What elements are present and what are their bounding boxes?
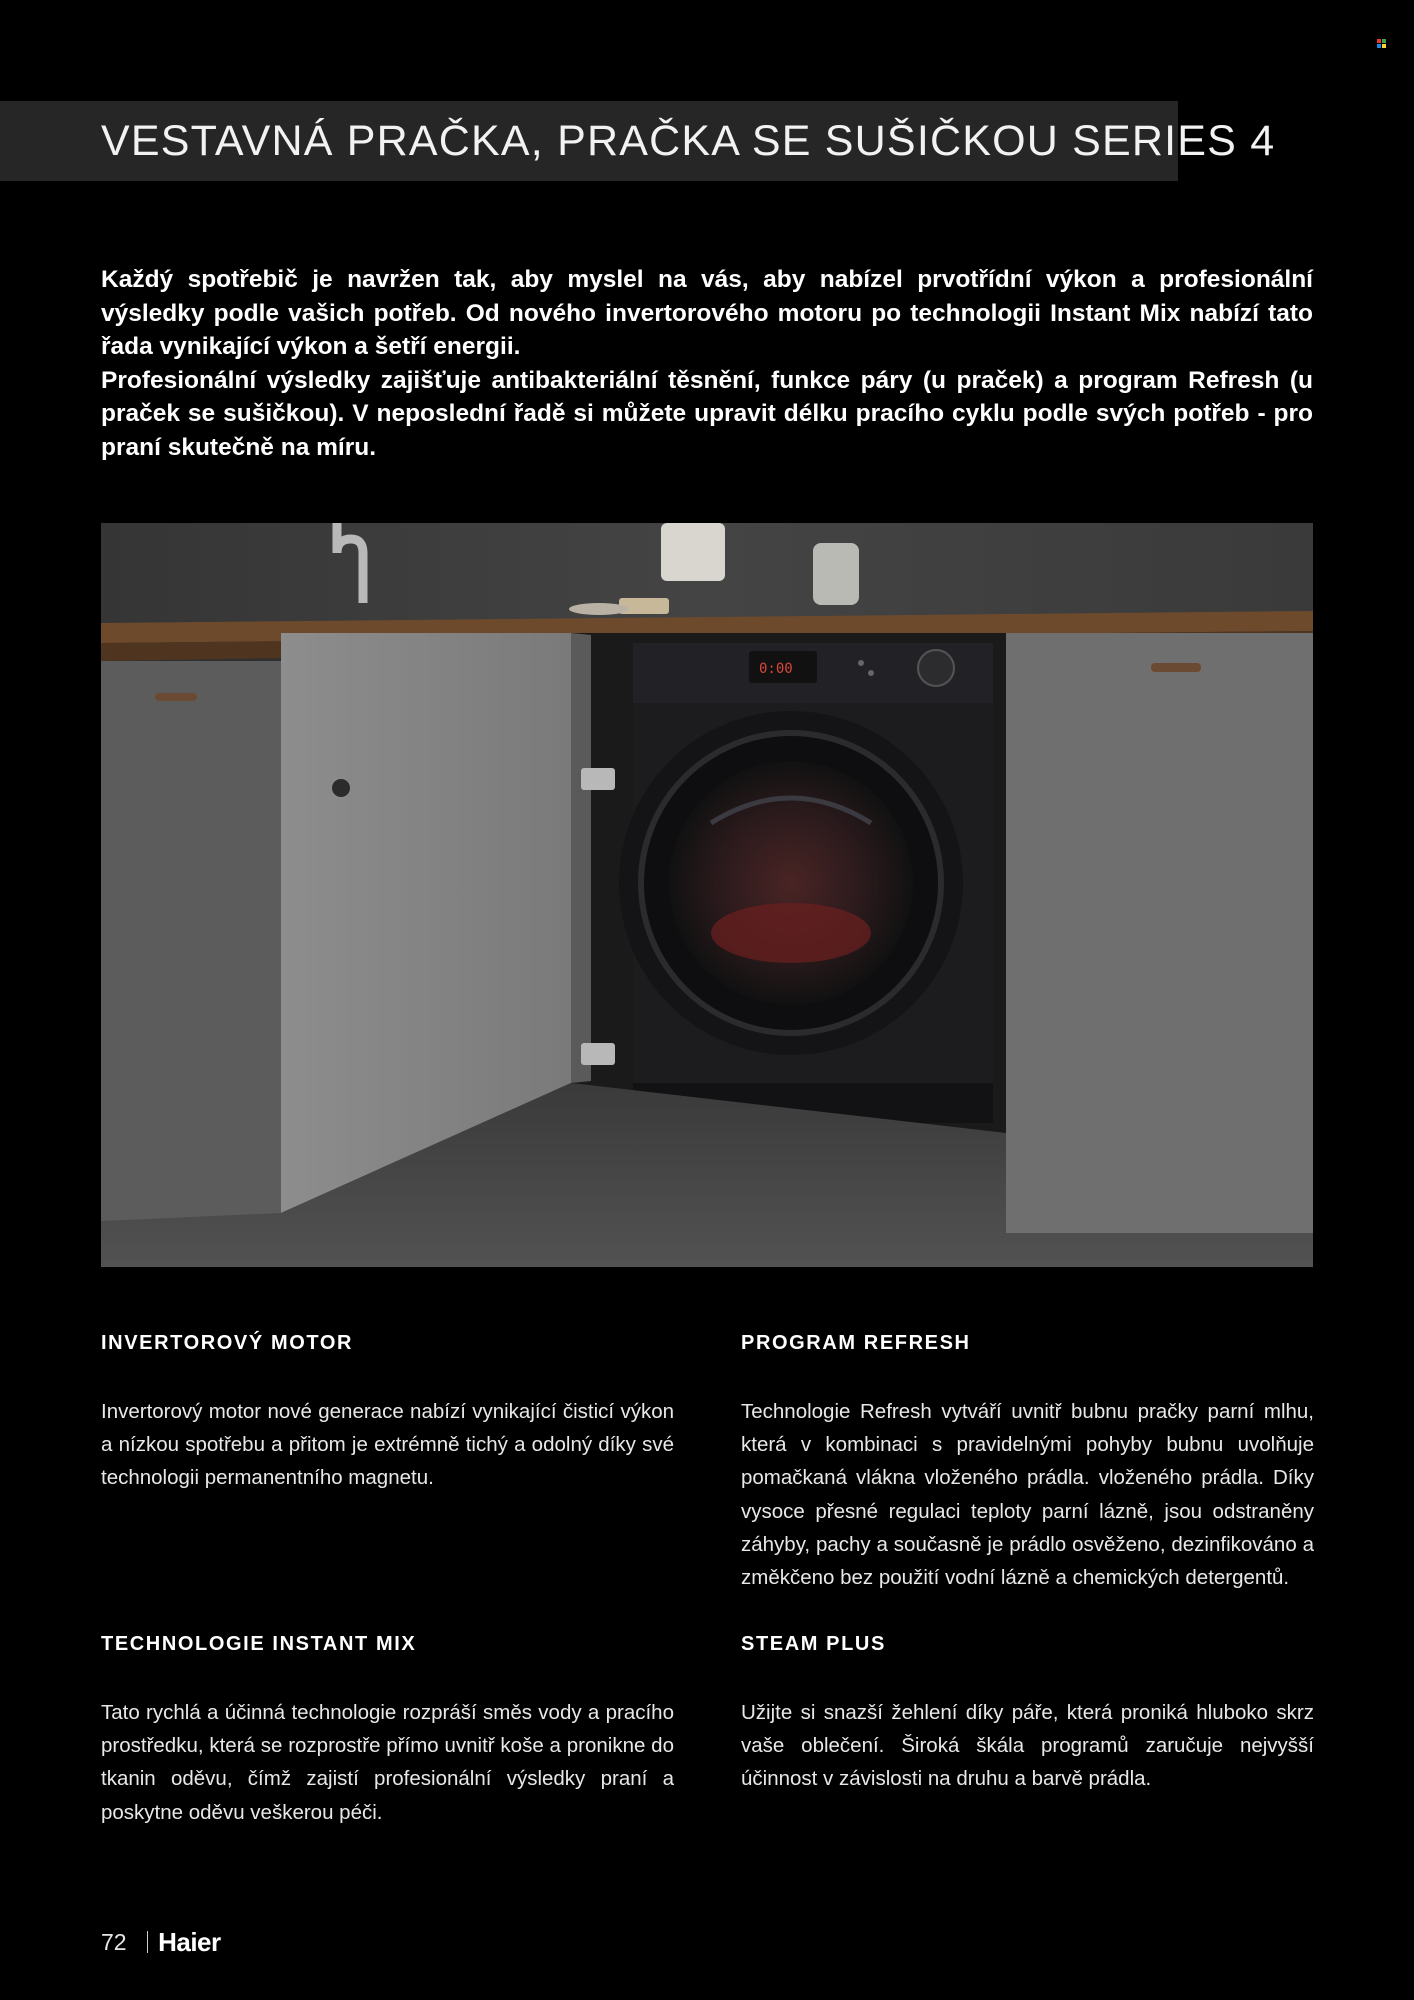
intro-paragraph-2: Profesionální výsledky zajišťuje antibakteriální těsnění, funkce páry (u praček) a program Refresh (u praček se sušičkou). V neposlední řadě si můžete upravit délku pracího cyklu podle svých potřeb - pro praní skutečně na míru. bbox=[101, 366, 1313, 461]
inverter-motor-text: Invertorový motor nové generace nabízí vynikající čisticí výkon a nízkou spotřebu a přitom je extrémně tichý a odolný díky své technologii permanentního magnetu. bbox=[101, 1400, 674, 1490]
intro-paragraph-1: Každý spotřebič je navržen tak, aby myslel na vás, aby nabízel prvotřídní výkon a profesionální výsledky podle vašich potřeb. Od nového invertorového motoru po technologii Instant Mix nabízí tato řada vynikající výkon a šetří energii. bbox=[101, 266, 1313, 360]
instant-mix-heading: TECHNOLOGIE INSTANT MIX bbox=[101, 1633, 417, 1655]
inverter-motor-heading: INVERTOROVÝ MOTOR bbox=[101, 1332, 354, 1354]
svg-text:0:00: 0:00 bbox=[759, 661, 793, 677]
steam-plus-heading: STEAM PLUS bbox=[741, 1633, 886, 1655]
footer bbox=[101, 1927, 221, 1957]
haier-logo: Haier bbox=[158, 1926, 221, 1957]
intro-text bbox=[101, 263, 1313, 464]
program-refresh-text: Technologie Refresh vytváří uvnitř bubnu pračky parní mlhu, která v kombinaci s pravidelnými pohyby bubnu uvolňuje pomačkaná vlákna vloženého prádla. vloženého prádla. Díky vysoce přesné regulaci teploty parní lázně, jsou odstraněny záhyby, pachy a současně je prádlo osvěženo, dezinfikováno a změkčeno bez použití vodní lázně a chemických detergentů. bbox=[741, 1400, 1314, 1590]
title-bar bbox=[0, 101, 1276, 181]
instant-mix-text: Tato rychlá a účinná technologie rozpráší směs vody a pracího prostředku, která se rozprostře přímo uvnitř koše a pronikne do tkanin oděvu, čímž zajistí profesionální výsledky praní a poskytne oděvu veškerou péči. bbox=[101, 1701, 674, 1824]
page-number: 72 bbox=[101, 1928, 127, 1955]
footer-divider bbox=[147, 1931, 149, 1953]
color-mark-icon bbox=[1377, 39, 1386, 48]
product-photo bbox=[101, 523, 1313, 1267]
page-title: VESTAVNÁ PRAČKA, PRAČKA SE SUŠIČKOU SERIES 4 bbox=[101, 117, 1276, 165]
program-refresh-heading: PROGRAM REFRESH bbox=[741, 1332, 971, 1354]
washing-machine-illustration bbox=[101, 523, 1313, 1267]
steam-plus-text: Užijte si snazší žehlení díky páře, která proniká hluboko skrz vaše oblečení. Široká škála programů zaručuje nejvyšší účinnost v závislosti na druhu a barvě prádla. bbox=[741, 1701, 1314, 1791]
